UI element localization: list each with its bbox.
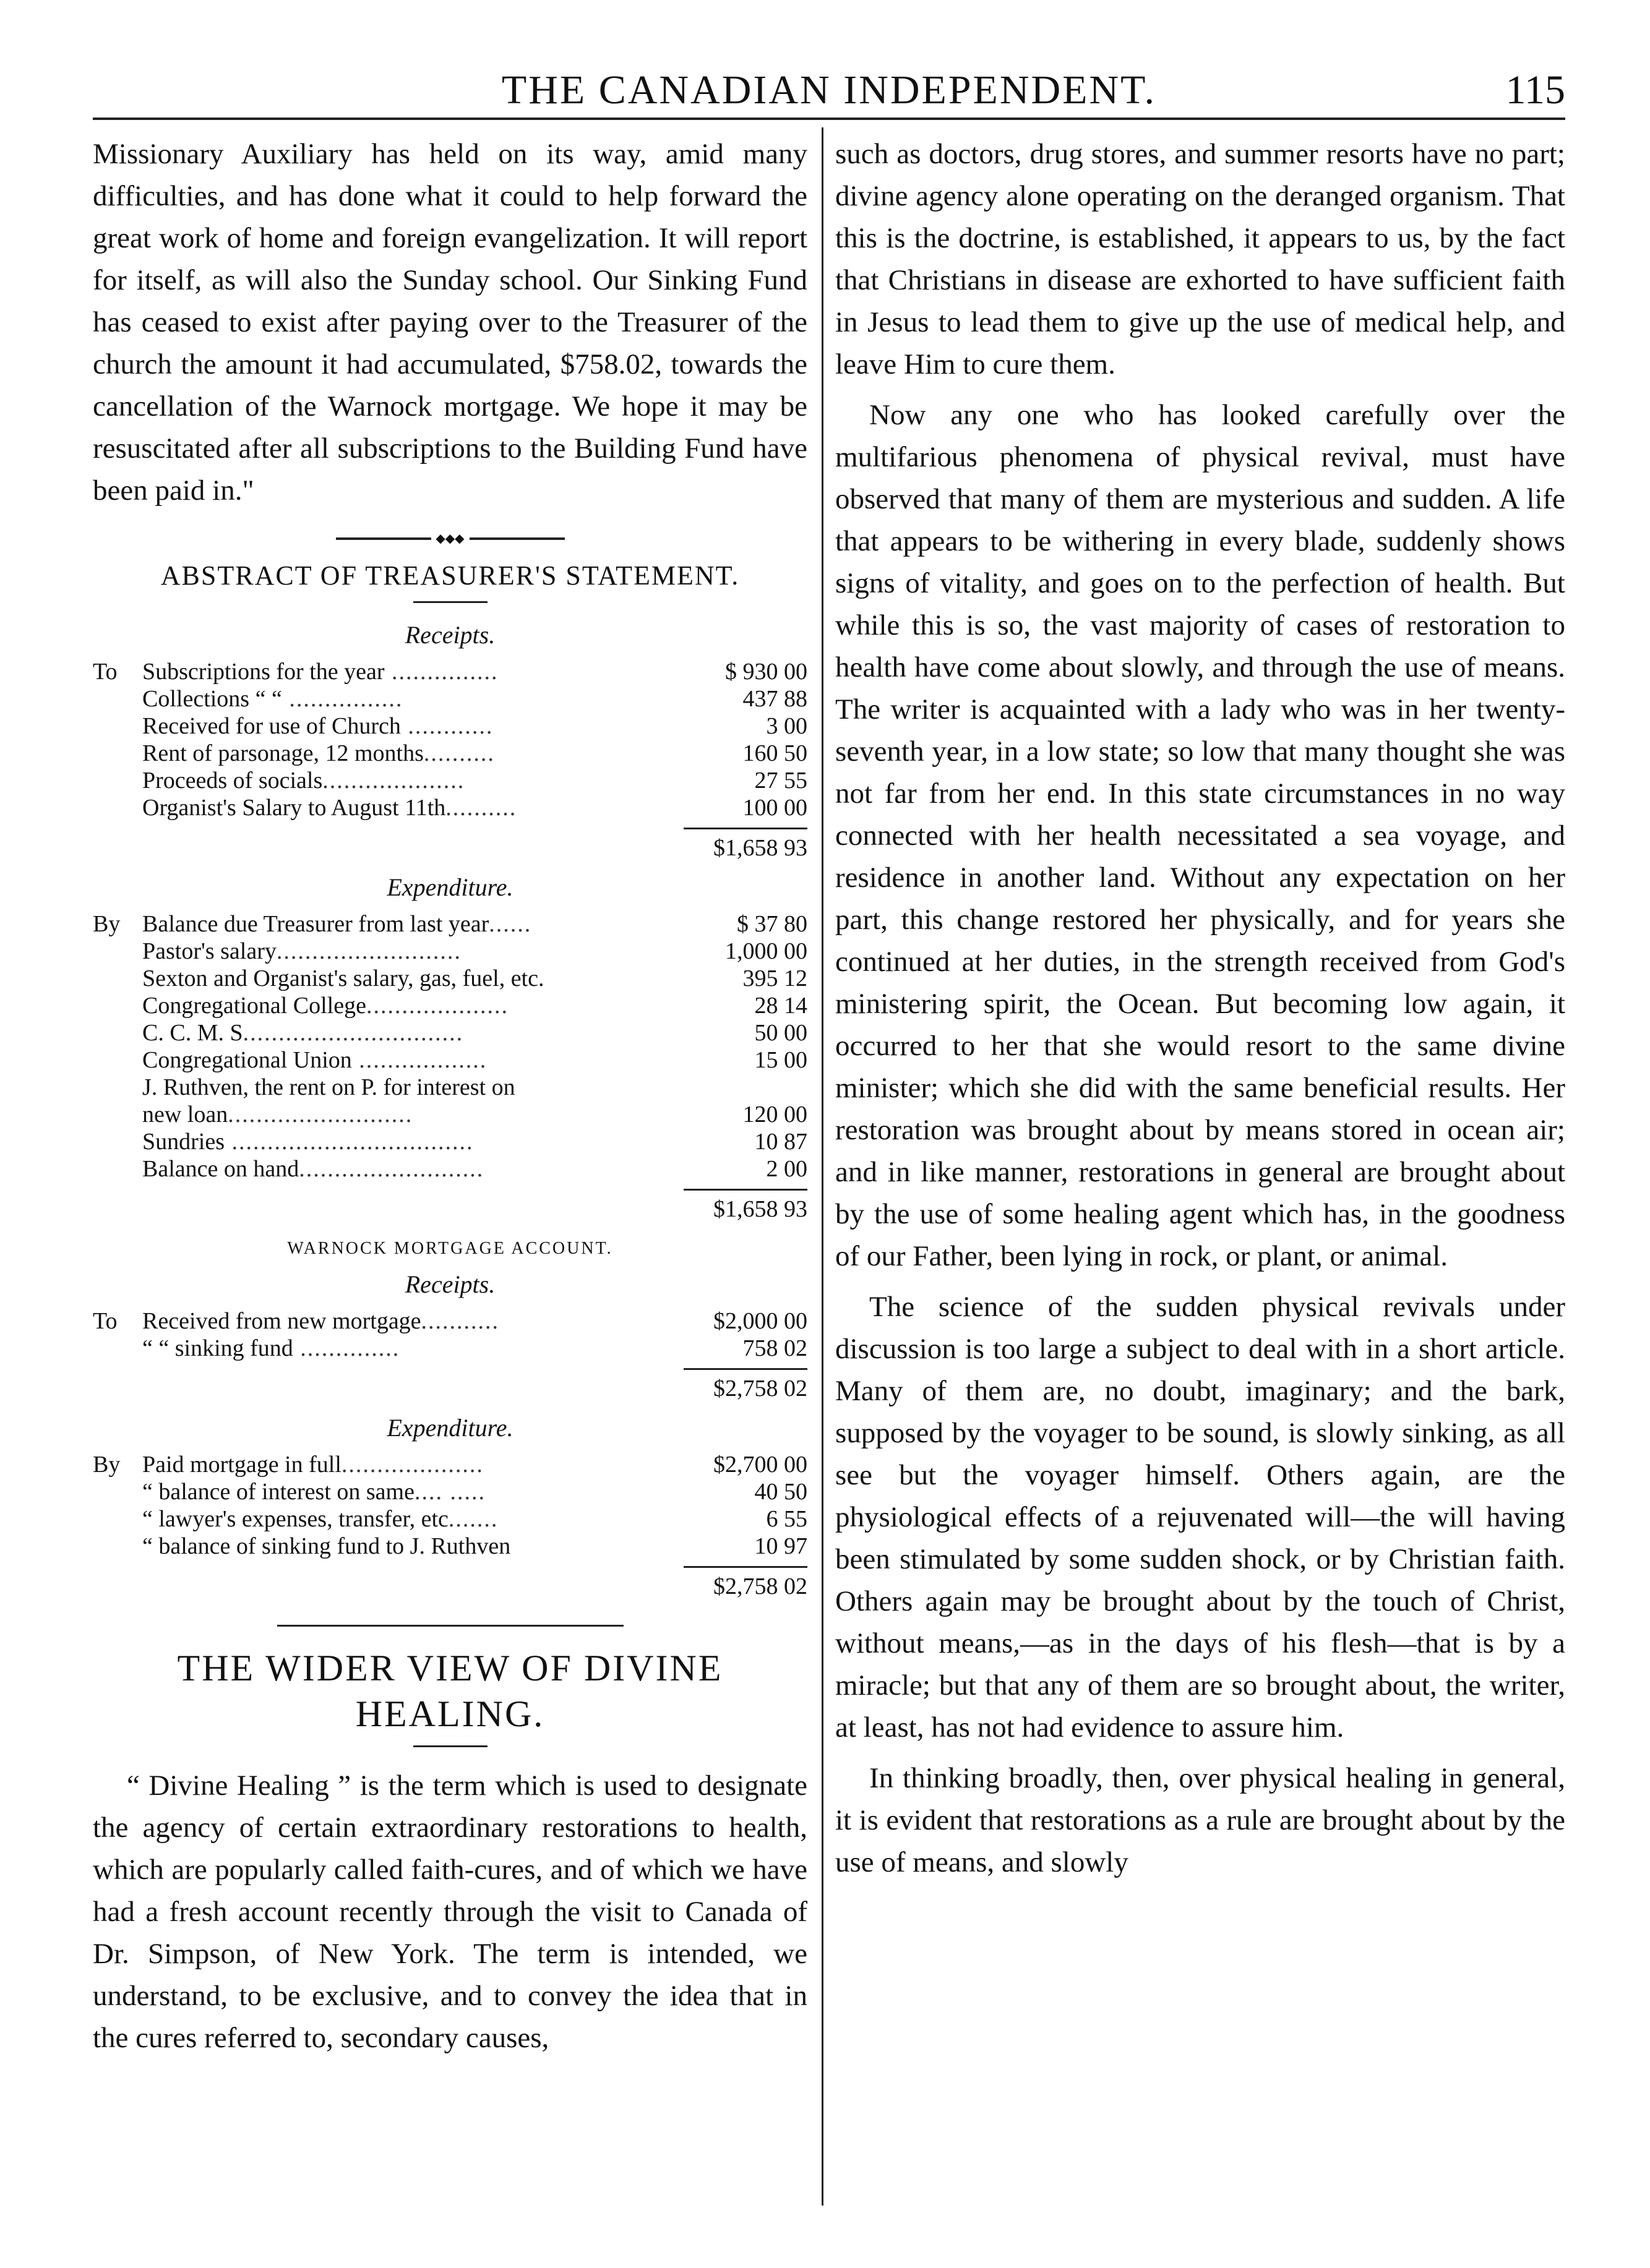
ledger-prefix — [93, 1101, 142, 1128]
mortgage-receipts-heading: Receipts. — [405, 1270, 496, 1298]
ledger-leader-dots: .................... — [366, 993, 509, 1019]
ledger-prefix — [93, 1019, 142, 1046]
right-paragraph-4: In thinking broadly, then, over physical healing in general, it is evident that restorations as a rule are brought about by the use of means, and slowly — [835, 1762, 1565, 1878]
right-paragraph-2: Now any one who has looked carefully over the multifarious phenomena of physical revival, must have observed that many of them are mysterious and sudden. A life that appears to be withering in every blade, suddenly shows signs of vitality, and goes on to the perfection of health. But while this is so, the vast majority of cases of restoration to health have come about slowly, and through the use of means. The writer is acquainted with a lady who was in her twenty-seventh year, in a low state; so low that many thought she was not far from her end. In this state circumstances in no way connected with her health necessitated a sea voyage, and residence in another land. Without any expectation on her part, this change restored her physically, and for years she continued at her duties, in the strength received from God's ministering spirit, the Ocean. But becoming low again, it occurred to her that she would resort to the same divine minister; which she did with the same beneficial results. Her restoration was brought about by means stored in ocean air; and in like manner, restorations in general are brought about by the use of some healing agent which has, in the goodness of our Father, been lying in rock, or plant, or animal. — [835, 399, 1565, 1272]
ledger-description — [142, 1478, 696, 1505]
ledger-description-text: Balance due Treasurer from last year — [142, 911, 489, 937]
ledger-leader-dots: .......... — [445, 795, 517, 821]
ledger-amount: 40 50 — [754, 1479, 807, 1505]
ledger-amount: 160 50 — [742, 740, 807, 766]
ledger-description — [142, 1451, 696, 1478]
ledger-description — [142, 712, 696, 740]
ledger-amount: $ 930 00 — [725, 659, 807, 685]
ledger-row — [93, 1307, 807, 1335]
ledger-prefix — [93, 794, 142, 821]
ledger-amount: 10 87 — [754, 1129, 807, 1155]
ledger-prefix: To — [93, 1308, 118, 1334]
ledger-amount: 50 00 — [754, 1020, 807, 1046]
mortgage-expenditure-total-row — [93, 1566, 807, 1600]
ledger-description-text: Paid mortgage in full — [142, 1452, 342, 1478]
right-paragraph-1: such as doctors, drug stores, and summer resorts have no part; divine agency alone operating on the deranged organism. That this is the doctrine, is established, it appears to us, by the fact that Christians in disease are exhorted to have sufficient faith in Jesus to lead them to give up the use of medical help, and leave Him to cure them. — [835, 138, 1565, 380]
ornamental-rule — [336, 532, 565, 546]
ledger-description-text: Congregational College — [142, 993, 366, 1019]
ledger-prefix — [93, 1128, 142, 1155]
ledger-leader-dots: ............ — [400, 713, 494, 739]
ledger-description-text: Rent of parsonage, 12 months — [142, 740, 424, 766]
mortgage-heading: WARNOCK MORTGAGE ACCOUNT. — [287, 1239, 613, 1258]
ledger-description — [142, 794, 696, 821]
ledger-amount: 28 14 — [754, 993, 807, 1019]
ledger-row — [93, 1155, 807, 1183]
ledger-description — [142, 1074, 696, 1101]
ledger-row — [93, 685, 807, 712]
ledger-row — [93, 1533, 807, 1560]
ledger-description — [142, 1046, 696, 1074]
ledger-amount: 3 00 — [766, 713, 807, 739]
page-title: THE CANADIAN INDEPENDENT. — [501, 67, 1157, 113]
ledger-description-text: “ balance of interest on same — [142, 1479, 415, 1505]
right-column — [835, 133, 1565, 1892]
ledger-row — [93, 1019, 807, 1046]
ledger-description — [142, 1128, 696, 1155]
ledger-prefix: By — [93, 1452, 121, 1478]
intro-paragraph: Missionary Auxiliary has held on its way, amid many difficulties, and has done what it could to help forward the great work of home and foreign evangelization. It will report for itself, as will also the Sunday school. Our Sinking Fund has ceased to exist after paying over to the Treasurer of the church the amount it had accumulated, $758.02, towards the cancellation of the Warnock mortgage. We hope it may be resuscitated after all subscriptions to the Building Fund have been paid in." — [93, 138, 807, 507]
mortgage-receipts-total: $2,758 02 — [684, 1368, 807, 1402]
right-paragraph-3: The science of the sudden physical revivals under discussion is too large a subject to deal with in a short article. Many of them are, no doubt, imaginary; and the bark, supposed by the voyager to be sound, is slowly sinking, as all see but the voyager himself. Others again, are the physiological effects of a rejuvenated will—the will having been stimulated by some sudden shock, or by Christian faith. Others again may be brought about by the touch of Christ, without means,—as in the days of his flesh—that is by a miracle; but that any of them are so brought about, the writer, at least, has not had evidence to assure him. — [835, 1291, 1565, 1744]
ledger-leader-dots: .................... — [341, 1452, 484, 1478]
receipts-total: $1,658 93 — [684, 828, 807, 862]
mortgage-receipts-total-row — [93, 1368, 807, 1402]
ledger-row — [93, 1335, 807, 1362]
expenditure-table — [93, 910, 807, 1183]
running-head — [93, 62, 1565, 120]
ledger-description — [142, 1307, 696, 1335]
ledger-row — [93, 1478, 807, 1505]
ledger-leader-dots: ........... — [421, 1308, 500, 1334]
ornament-icon: ◆◆◆ — [431, 531, 469, 546]
ledger-row — [93, 658, 807, 685]
ledger-description-text: “ balance of sinking fund to J. Ruthven — [142, 1533, 511, 1559]
ledger-row — [93, 910, 807, 938]
ledger-description — [142, 938, 696, 965]
ledger-prefix — [93, 712, 142, 740]
ledger-row — [93, 1046, 807, 1074]
ledger-leader-dots: ............... — [384, 659, 499, 685]
ledger-row — [93, 1074, 807, 1101]
ledger-prefix: To — [93, 659, 118, 685]
ledger-prefix — [93, 1046, 142, 1074]
ledger-row — [93, 794, 807, 821]
ledger-description-text: new loan — [142, 1102, 228, 1128]
ledger-row — [93, 740, 807, 767]
mortgage-expenditure-heading: Expenditure. — [387, 1414, 513, 1442]
ledger-amount: 2 00 — [766, 1156, 807, 1182]
ledger-leader-dots: .......................... — [299, 1156, 484, 1182]
ledger-description-text: J. Ruthven, the rent on P. for interest on — [142, 1074, 515, 1100]
ledger-description-text: Collections “ “ — [142, 686, 282, 712]
ledger-amount: 395 12 — [742, 965, 807, 991]
ledger-description — [142, 658, 696, 685]
ledger-description — [142, 965, 696, 992]
ledger-amount: 15 00 — [754, 1047, 807, 1073]
ledger-description — [142, 992, 696, 1019]
ledger-prefix — [93, 1335, 142, 1362]
ledger-leader-dots: .................... — [322, 768, 465, 794]
ledger-description — [142, 910, 696, 938]
ledger-description-text: Proceeds of socials — [142, 768, 323, 794]
ledger-prefix — [93, 1533, 142, 1560]
ledger-amount: 10 97 — [754, 1533, 807, 1559]
ledger-description-text: Sundries — [142, 1129, 225, 1155]
ledger-amount: 6 55 — [766, 1506, 807, 1532]
ledger-row — [93, 767, 807, 794]
ledger-prefix — [93, 965, 142, 992]
ledger-row — [93, 1101, 807, 1128]
ledger-row — [93, 992, 807, 1019]
ledger-leader-dots: .................................. — [225, 1129, 474, 1155]
ledger-prefix — [93, 992, 142, 1019]
ledger-prefix: By — [93, 911, 121, 937]
ledger-prefix — [93, 1074, 142, 1101]
ledger-amount: $2,700 00 — [713, 1452, 807, 1478]
ledger-prefix — [93, 685, 142, 712]
ledger-description — [142, 1533, 696, 1560]
ledger-row — [93, 938, 807, 965]
ledger-row — [93, 1128, 807, 1155]
ledger-prefix — [93, 740, 142, 767]
article-paragraph: “ Divine Healing ” is the term which is used to designate the agency of certain extraordinary restorations to health, which are popularly called faith-cures, and of which we have had a fresh account recently through the visit to Canada of Dr. Simpson, of New York. The term is intended, we understand, to be exclusive, and to convey the idea that in the cures referred to, secondary causes, — [93, 1769, 807, 2054]
ledger-row — [93, 965, 807, 992]
ledger-description-text: C. C. M. S — [142, 1020, 243, 1046]
ledger-amount: $ 37 80 — [737, 911, 807, 937]
ledger-amount: 437 88 — [742, 686, 807, 712]
ledger-amount: 100 00 — [742, 795, 807, 821]
ledger-description-text: Received from new mortgage — [142, 1308, 421, 1334]
ledger-amount — [696, 1074, 807, 1101]
ledger-description — [142, 1505, 696, 1533]
ledger-prefix — [93, 938, 142, 965]
ledger-leader-dots: .............. — [293, 1335, 400, 1361]
ledger-row — [93, 1451, 807, 1478]
article-title: THE WIDER VIEW OF DIVINE HEALING. — [177, 1648, 723, 1734]
receipts-heading: Receipts. — [405, 621, 496, 649]
section-divider-rule — [277, 1625, 624, 1627]
ledger-prefix — [93, 1155, 142, 1183]
ledger-description — [142, 740, 696, 767]
ledger-amount: 27 55 — [754, 768, 807, 794]
ledger-description — [142, 767, 696, 794]
ledger-amount: $2,000 00 — [713, 1308, 807, 1334]
ledger-amount: 120 00 — [742, 1102, 807, 1128]
heading-rule — [413, 601, 488, 603]
ledger-leader-dots: ....... — [448, 1506, 499, 1532]
ledger-prefix — [93, 767, 142, 794]
ledger-description — [142, 1155, 696, 1183]
ledger-leader-dots: .... ..... — [414, 1479, 486, 1505]
ledger-description-text: Balance on hand — [142, 1156, 299, 1182]
ledger-description-text: “ “ sinking fund — [142, 1335, 293, 1361]
expenditure-total-row — [93, 1189, 807, 1223]
title-rule — [413, 1745, 488, 1747]
ledger-description-text: Pastor's salary — [142, 938, 277, 964]
ledger-description-text: Received for use of Church — [142, 713, 401, 739]
ledger-prefix — [93, 1478, 142, 1505]
page-number: 115 — [1505, 67, 1565, 113]
ledger-description-text: “ lawyer's expenses, transfer, etc — [142, 1506, 449, 1532]
ledger-description-text: Congregational Union — [142, 1047, 352, 1073]
ledger-prefix — [93, 1505, 142, 1533]
mortgage-expenditure-total: $2,758 02 — [684, 1566, 807, 1600]
ledger-description — [142, 1019, 696, 1046]
ledger-description-text: Subscriptions for the year — [142, 659, 385, 685]
ledger-amount: 758 02 — [742, 1335, 807, 1361]
expenditure-heading: Expenditure. — [387, 873, 513, 901]
left-column — [93, 133, 807, 2059]
ledger-description — [142, 1335, 696, 1362]
ledger-leader-dots: ............................... — [243, 1020, 464, 1046]
ledger-leader-dots: .................. — [351, 1047, 488, 1073]
ledger-description — [142, 685, 696, 712]
ledger-row — [93, 1505, 807, 1533]
mortgage-receipts-table — [93, 1307, 807, 1362]
ledger-leader-dots: .......... — [423, 740, 495, 766]
ledger-leader-dots: .......................... — [228, 1102, 413, 1128]
mortgage-expenditure-table — [93, 1451, 807, 1560]
ledger-leader-dots: ................ — [281, 686, 403, 712]
ledger-amount: 1,000 00 — [725, 938, 807, 964]
statement-heading: ABSTRACT OF TREASURER'S STATEMENT. — [160, 560, 740, 591]
expenditure-total: $1,658 93 — [684, 1189, 807, 1223]
receipts-total-row — [93, 828, 807, 862]
ledger-description — [142, 1101, 696, 1128]
ledger-row — [93, 712, 807, 740]
ledger-description-text: Sexton and Organist's salary, gas, fuel, etc. — [142, 965, 544, 991]
receipts-table — [93, 658, 807, 821]
column-divider — [822, 127, 823, 2206]
ledger-leader-dots: .......................... — [276, 938, 462, 964]
ledger-description-text: Organist's Salary to August 11th — [142, 795, 446, 821]
ledger-leader-dots: ...... — [489, 911, 532, 937]
